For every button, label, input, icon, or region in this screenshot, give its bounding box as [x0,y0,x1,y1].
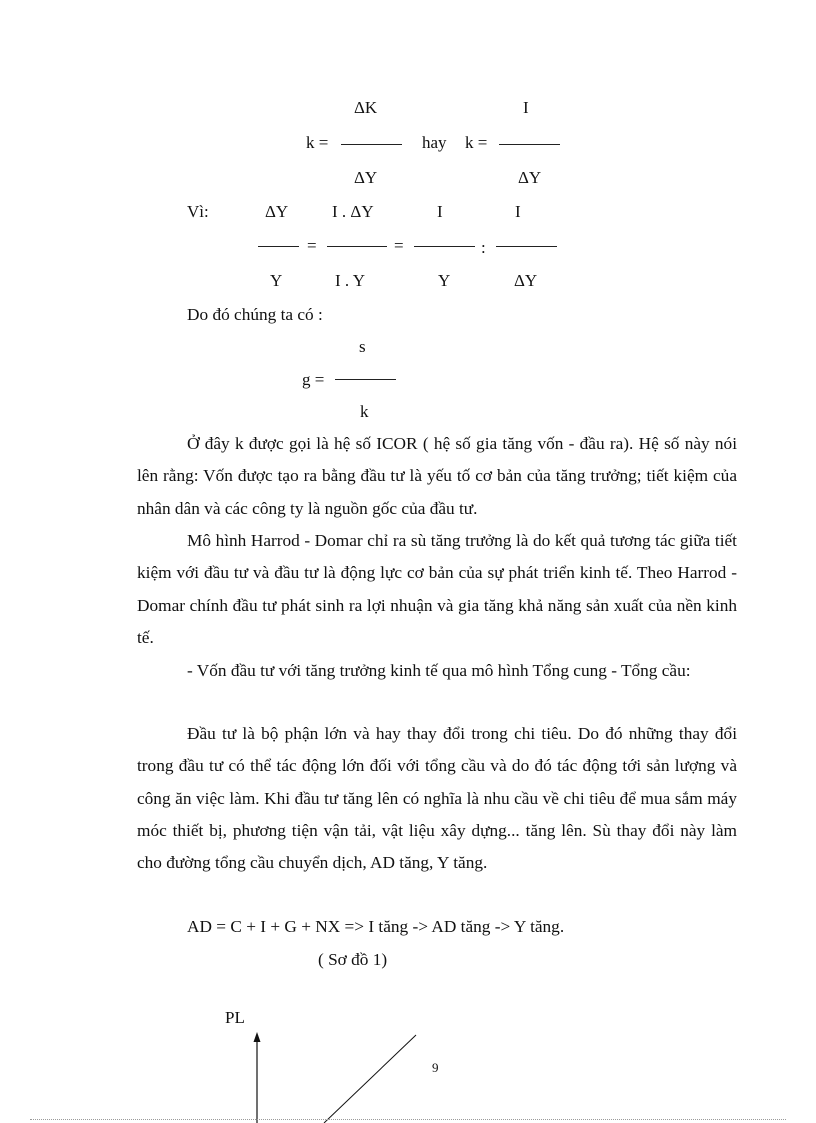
vi-f3-bar [414,246,475,247]
g-denominator: k [360,402,369,421]
k-left-numerator: ΔK [354,98,378,117]
vi-op-divide: : [481,238,486,257]
ad-equation-line: AD = C + I + G + NX => I tăng -> AD tăng -> Y tăng. [187,917,565,936]
k-right-denominator: ΔY [518,168,542,187]
paragraph-dau-tu: Đầu tư là bộ phận lớn và hay thay đổi trong chi tiêu. Do đó những thay đổi trong đầu tư có thể tác động lớn đối với tổng cầu và do đó tác động tới sản lượng và công ăn việc làm. Khi đầu tư tăng lên có nghĩa là nhu cầu về chi tiêu để mua sắm máy móc thiết bị, phương tiện vận tải, vật liệu xây dựng... tăng lên. Sù thay đổi này làm cho đường tổng cầu chuyển dịch, AD tăng, Y tăng. [137,724,737,873]
diagram-y-axis-arrow-icon [254,1032,261,1042]
diagram-y-axis-label: PL [225,1008,245,1027]
vi-eq1: = [307,236,317,255]
paragraph-harrod-domar: Mô hình Harrod - Domar chỉ ra sù tăng trưởng là do kết quả tương tác giữa tiết kiệm với đầu tư và đầu tư là động lực cơ bản của sự phát triển kinh tế. Theo Harrod - Domar chính đầu tư phát sinh ra lợi nhuận và gia tăng khả năng sản xuất của nền kinh tế. [137,531,737,647]
k-right-lhs: k = [465,133,488,152]
vi-f2-denominator: I . Y [335,271,366,290]
diagram-chart [240,1028,440,1123]
vi-f4-bar [496,246,557,247]
vi-f1-bar [258,246,299,247]
k-left-denominator: ΔY [354,168,378,187]
diagram-caption: ( Sơ đồ 1) [318,950,388,969]
vi-f1-numerator: ΔY [265,202,289,221]
do-do-line: Do đó chúng ta có : [187,305,323,324]
g-lhs: g = [302,370,325,389]
k-left-lhs: k = [306,133,329,152]
diagram-supply-curve [324,1035,416,1123]
vi-f3-numerator: I [437,202,443,221]
k-left-fraction-bar [341,144,402,145]
vi-eq2: = [394,236,404,255]
g-numerator: s [359,337,366,356]
page-number: 9 [432,1060,439,1075]
paragraph-tong-cung-tong-cau: - Vốn đầu tư với tăng trưởng kinh tế qua mô hình Tổng cung - Tổng cầu: [187,661,691,680]
paragraph-icor: Ở đây k được gọi là hệ số ICOR ( hệ số gia tăng vốn - đầu ra). Hệ số này nói lên rằng: Vốn được tạo ra bằng đầu tư là yếu tố cơ bản của tăng trưởng; tiết kiệm của nhân dân và các công ty là nguồn gốc của đầu tư. [137,434,737,518]
vi-f4-denominator: ΔY [514,271,538,290]
k-right-numerator: I [523,98,529,117]
vi-f4-numerator: I [515,202,521,221]
k-connector: hay [422,133,447,152]
vi-f2-bar [327,246,387,247]
vi-f3-denominator: Y [438,271,451,290]
vi-f1-denominator: Y [270,271,283,290]
k-right-fraction-bar [499,144,560,145]
g-fraction-bar [335,379,396,380]
vi-label: Vì: [187,202,209,221]
vi-f2-numerator: I . ΔY [332,202,374,221]
page-bottom-border [30,1119,786,1120]
